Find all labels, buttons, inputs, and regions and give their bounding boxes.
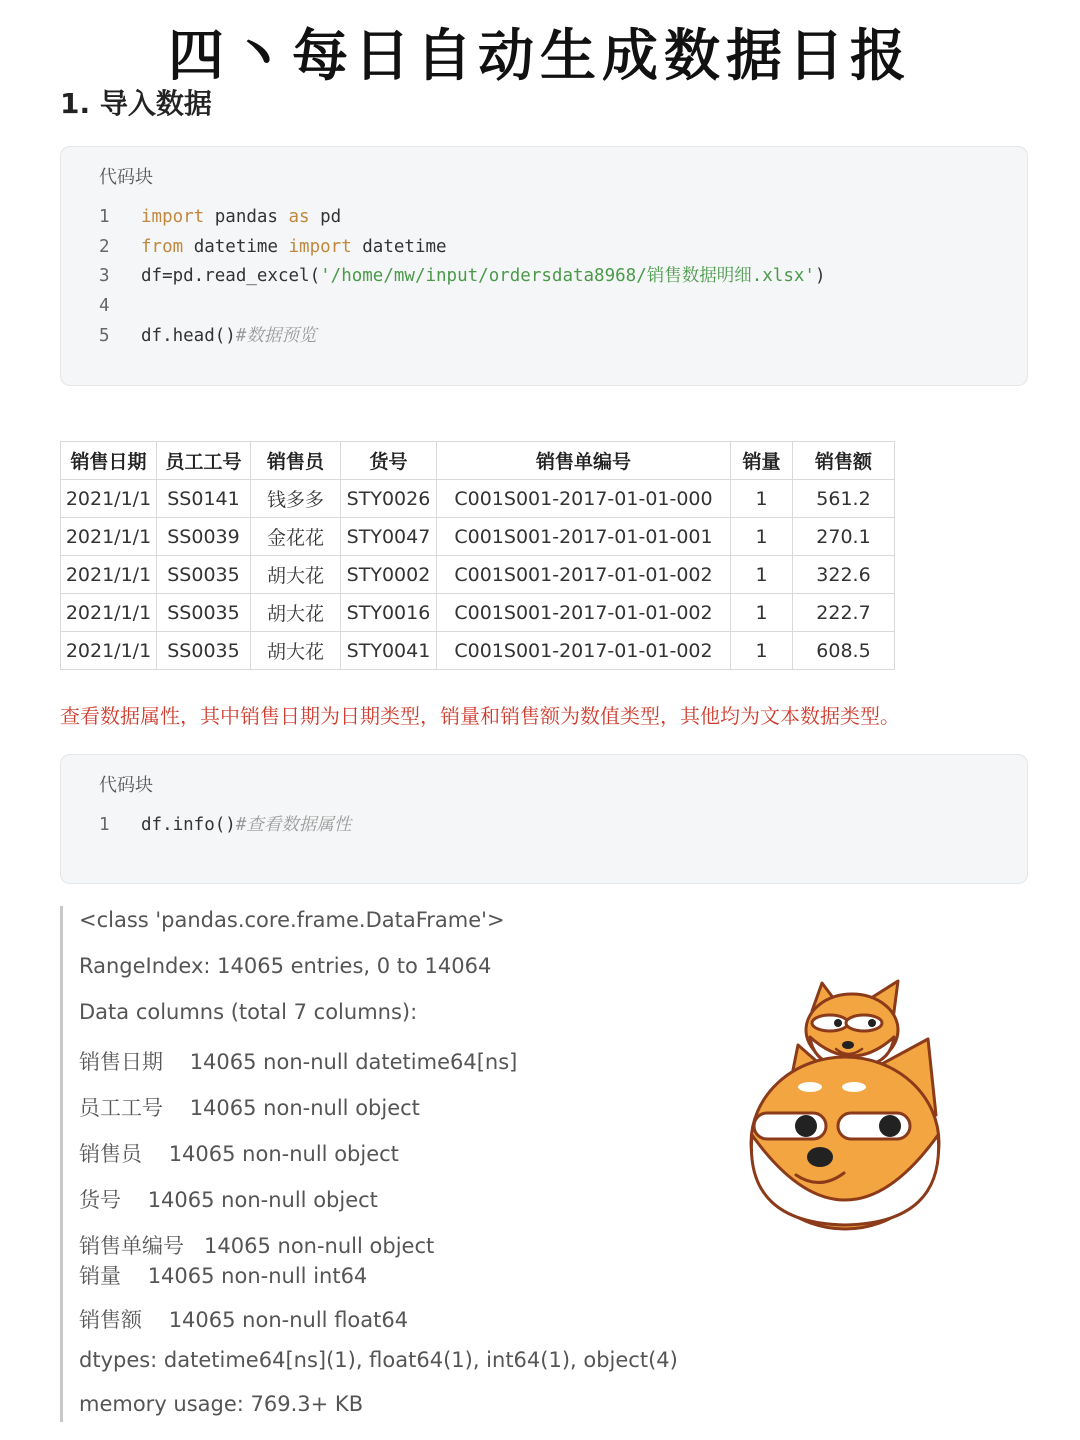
code-line bbox=[99, 262, 1007, 292]
table-cell: 222.7 bbox=[793, 594, 895, 632]
data-type-note: 查看数据属性，其中销售日期为日期类型，销量和销售额为数值类型，其他均为文本数据类型。 bbox=[60, 704, 900, 728]
column-header: 货号 bbox=[341, 442, 437, 480]
column-header: 销售额 bbox=[793, 442, 895, 480]
table-cell: 1 bbox=[731, 480, 793, 518]
code-text: pd bbox=[309, 207, 342, 227]
shiba-mascot-illustration bbox=[740, 975, 950, 1235]
data-preview-table bbox=[60, 441, 895, 670]
table-cell: 胡大花 bbox=[251, 632, 341, 670]
page-title: 四丶每日自动生成数据日报 bbox=[168, 24, 912, 89]
output-line: 销量 14065 non-null int64 bbox=[79, 1264, 368, 1288]
code-line bbox=[99, 811, 1007, 841]
output-line: 员工工号 14065 non-null object bbox=[79, 1096, 420, 1120]
code-text: df.head() bbox=[141, 325, 236, 346]
code-block-info bbox=[60, 754, 1028, 884]
table-cell: 2021/1/1 bbox=[61, 594, 157, 632]
table-cell: STY0047 bbox=[341, 518, 437, 556]
line-number: 1 bbox=[99, 815, 110, 835]
table-row bbox=[61, 632, 895, 670]
column-header: 销售单编号 bbox=[437, 442, 731, 480]
table-cell: 2021/1/1 bbox=[61, 518, 157, 556]
code-string: '/home/mw/input/ordersdata8968/销售数据明细.xlsx' bbox=[320, 266, 815, 287]
code-block-label: 代码块 bbox=[99, 167, 153, 188]
table-cell: 胡大花 bbox=[251, 556, 341, 594]
table-cell: SS0035 bbox=[157, 556, 251, 594]
output-line: memory usage: 769.3+ KB bbox=[79, 1392, 364, 1416]
output-line: 销售单编号 14065 non-null object bbox=[79, 1234, 435, 1258]
table-row bbox=[61, 594, 895, 632]
code-block-label: 代码块 bbox=[99, 775, 153, 796]
table-cell: C001S001-2017-01-01-002 bbox=[437, 556, 731, 594]
table-cell: SS0035 bbox=[157, 632, 251, 670]
table-cell: SS0141 bbox=[157, 480, 251, 518]
table-cell: STY0026 bbox=[341, 480, 437, 518]
column-header: 销售日期 bbox=[61, 442, 157, 480]
section-heading: 1. 导入数据 bbox=[60, 87, 212, 120]
code-text: datetime bbox=[183, 236, 289, 257]
output-line: dtypes: datetime64[ns](1), float64(1), int64(1), object(4) bbox=[79, 1348, 678, 1372]
line-number: 2 bbox=[99, 236, 110, 257]
code-keyword: import bbox=[288, 236, 352, 257]
code-keyword: as bbox=[288, 207, 310, 227]
code-lines bbox=[99, 811, 1007, 841]
table-cell: STY0016 bbox=[341, 594, 437, 632]
output-line: Data columns (total 7 columns): bbox=[79, 1000, 418, 1024]
table-cell: SS0035 bbox=[157, 594, 251, 632]
table-cell: STY0002 bbox=[341, 556, 437, 594]
table-cell: 2021/1/1 bbox=[61, 632, 157, 670]
table-cell: 1 bbox=[731, 632, 793, 670]
code-comment: #数据预览 bbox=[235, 325, 317, 346]
code-text: df=pd.read_excel( bbox=[141, 266, 321, 287]
table-cell: C001S001-2017-01-01-000 bbox=[437, 480, 731, 518]
code-line bbox=[99, 233, 1007, 263]
info-output bbox=[60, 906, 678, 1422]
table-cell: 1 bbox=[731, 556, 793, 594]
code-lines bbox=[99, 203, 1007, 351]
column-header: 销量 bbox=[731, 442, 793, 480]
column-header: 销售员 bbox=[251, 442, 341, 480]
code-comment: #查看数据属性 bbox=[235, 815, 352, 835]
code-line bbox=[99, 292, 1007, 322]
table-cell: SS0039 bbox=[157, 518, 251, 556]
code-keyword: import bbox=[141, 207, 205, 227]
table-cell: C001S001-2017-01-01-002 bbox=[437, 632, 731, 670]
line-number: 5 bbox=[99, 325, 110, 346]
code-keyword: from bbox=[141, 236, 184, 257]
table-cell: C001S001-2017-01-01-001 bbox=[437, 518, 731, 556]
table-cell: 金花花 bbox=[251, 518, 341, 556]
table-cell: 270.1 bbox=[793, 518, 895, 556]
table-cell: 561.2 bbox=[793, 480, 895, 518]
code-text: df.info() bbox=[141, 815, 236, 835]
output-line: 销售额 14065 non-null float64 bbox=[79, 1308, 409, 1332]
table-cell: STY0041 bbox=[341, 632, 437, 670]
table-cell: 钱多多 bbox=[251, 480, 341, 518]
table-cell: 1 bbox=[731, 594, 793, 632]
table-cell: 2021/1/1 bbox=[61, 556, 157, 594]
table-header-row bbox=[61, 442, 895, 480]
line-number: 1 bbox=[99, 207, 110, 227]
code-line bbox=[99, 322, 1007, 352]
table-cell: 1 bbox=[731, 518, 793, 556]
code-text: ) bbox=[814, 266, 826, 287]
code-block-import bbox=[60, 146, 1028, 386]
line-number: 3 bbox=[99, 266, 110, 287]
code-text: datetime bbox=[351, 236, 447, 257]
line-number: 4 bbox=[99, 296, 110, 317]
table-cell: C001S001-2017-01-01-002 bbox=[437, 594, 731, 632]
table-row bbox=[61, 556, 895, 594]
output-line: 货号 14065 non-null object bbox=[79, 1188, 378, 1212]
table-row bbox=[61, 480, 895, 518]
output-line: 销售日期 14065 non-null datetime64[ns] bbox=[79, 1050, 518, 1074]
table-row bbox=[61, 518, 895, 556]
output-line: RangeIndex: 14065 entries, 0 to 14064 bbox=[79, 954, 492, 978]
code-text: pandas bbox=[204, 207, 289, 227]
code-line bbox=[99, 203, 1007, 233]
output-line: 销售员 14065 non-null object bbox=[79, 1142, 399, 1166]
table-cell: 胡大花 bbox=[251, 594, 341, 632]
output-line: <class 'pandas.core.frame.DataFrame'> bbox=[79, 908, 505, 932]
table-cell: 2021/1/1 bbox=[61, 480, 157, 518]
table-cell: 608.5 bbox=[793, 632, 895, 670]
column-header: 员工工号 bbox=[157, 442, 251, 480]
table-cell: 322.6 bbox=[793, 556, 895, 594]
